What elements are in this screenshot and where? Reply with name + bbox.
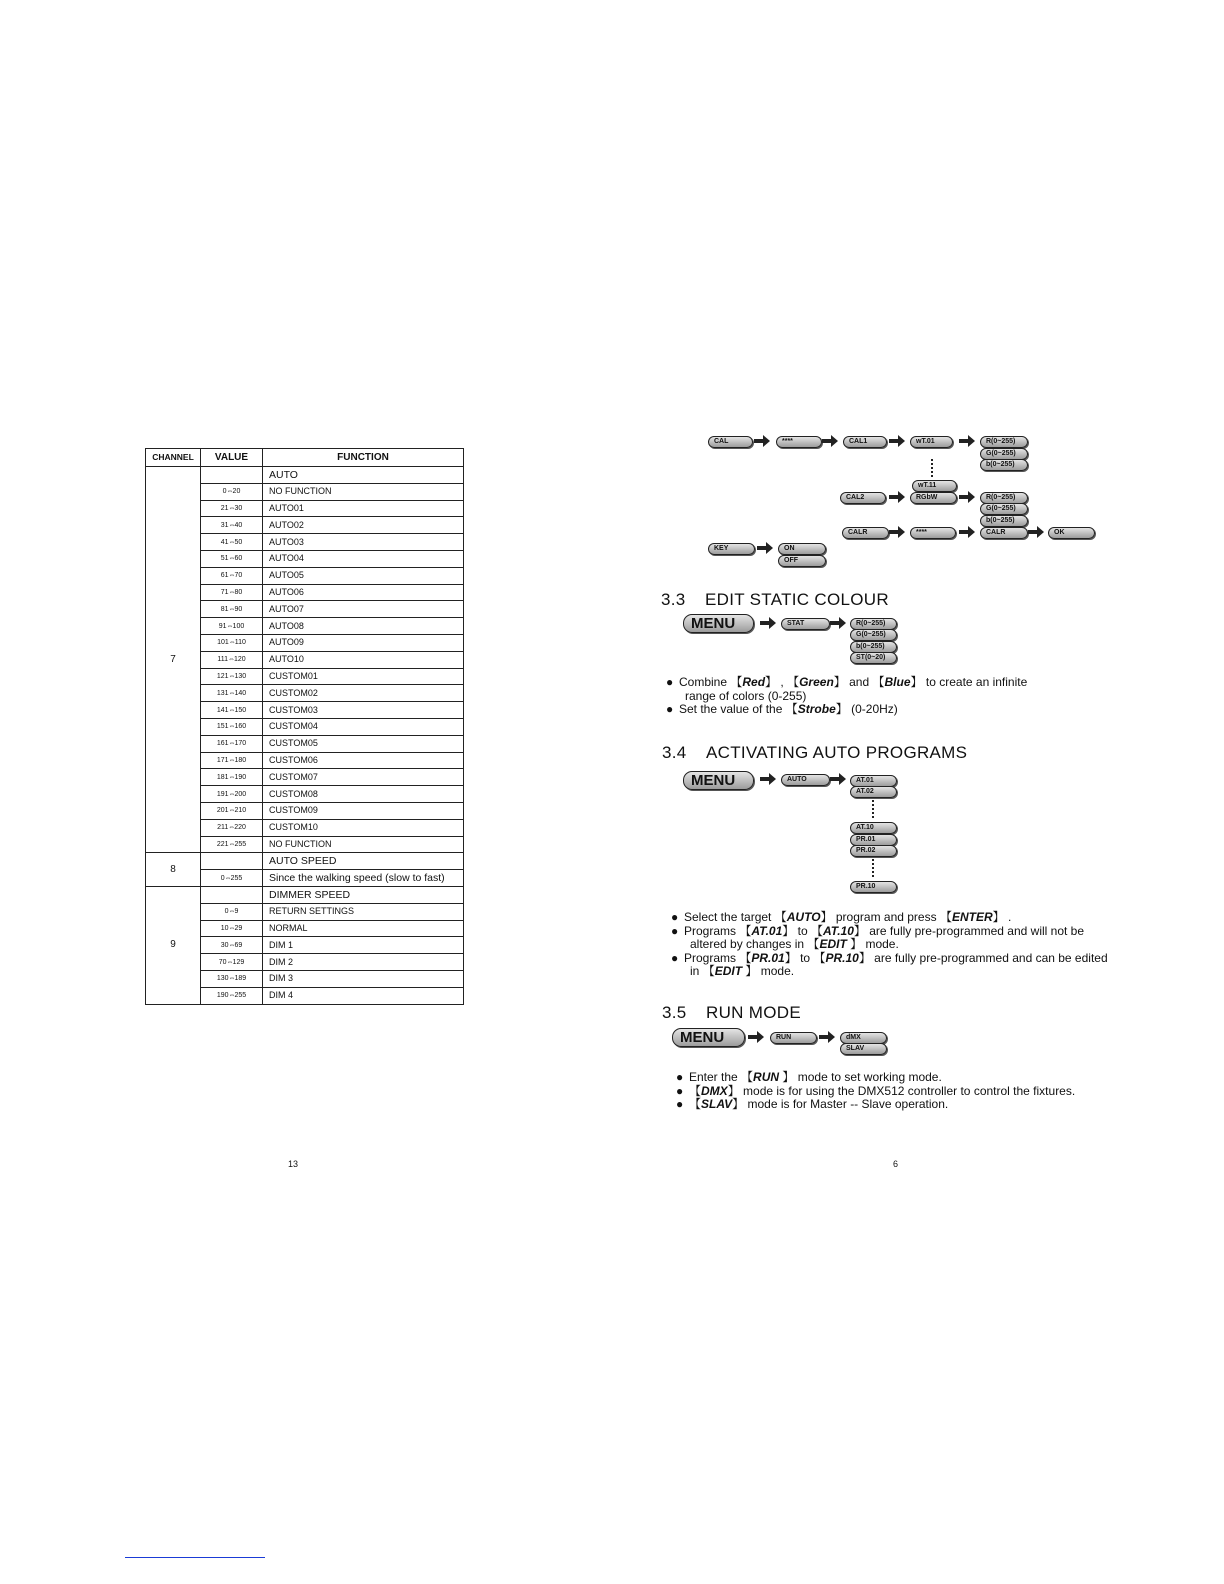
- value-range: 211⇔220: [201, 819, 263, 836]
- arrow-icon: [757, 542, 773, 554]
- function-title: AUTO: [263, 467, 464, 484]
- double-arrow-icon: ⇔: [228, 756, 235, 764]
- function-cell: AUTO06: [263, 584, 464, 601]
- menu-pill: MENU: [683, 614, 754, 633]
- double-arrow-icon: ⇔: [228, 790, 235, 798]
- value-cell: [201, 853, 263, 870]
- cal1-pill: CAL1: [843, 436, 887, 448]
- left-page-number: 13: [288, 1159, 299, 1169]
- slav-pill: SLAV: [840, 1043, 887, 1055]
- stat-g-pill: G(0~255): [850, 629, 897, 641]
- arrow-icon: [822, 435, 838, 447]
- function-cell: CUSTOM10: [263, 819, 464, 836]
- channel-number: 9: [146, 886, 201, 1004]
- function-cell: DIM 2: [263, 954, 464, 971]
- function-cell: NO FUNCTION: [263, 483, 464, 500]
- value-cell: [201, 886, 263, 903]
- auto-pill: AUTO: [781, 774, 830, 786]
- value-range: 151⇔160: [201, 718, 263, 735]
- function-cell: Since the walking speed (slow to fast): [263, 870, 464, 887]
- run-pill: RUN: [770, 1032, 817, 1044]
- section-3-5-heading: 3.5 RUN MODE: [662, 1003, 801, 1022]
- value-range: 181⇔190: [201, 769, 263, 786]
- header-channel: CHANNEL: [146, 449, 201, 467]
- value-range: 0⇔9: [201, 903, 263, 920]
- double-arrow-icon: ⇔: [228, 975, 235, 983]
- stat-st-pill: ST(0~20): [850, 652, 897, 664]
- function-cell: CUSTOM08: [263, 786, 464, 803]
- function-cell: CUSTOM06: [263, 752, 464, 769]
- arrow-icon: [754, 435, 770, 447]
- value-range: 21⇔30: [201, 500, 263, 517]
- value-range: 111⇔120: [201, 651, 263, 668]
- value-range: 171⇔180: [201, 752, 263, 769]
- dotted-connector: [872, 859, 876, 877]
- function-cell: CUSTOM02: [263, 685, 464, 702]
- function-cell: DIM 3: [263, 970, 464, 987]
- arrow-icon: [889, 526, 905, 538]
- function-cell: CUSTOM05: [263, 735, 464, 752]
- wt01-pill: wT.01: [910, 436, 953, 448]
- stat-b-pill: b(0~255): [850, 641, 897, 653]
- menu-pill: MENU: [672, 1028, 745, 1047]
- value-range: 30⇔69: [201, 937, 263, 954]
- key-pill: KEY: [708, 543, 755, 555]
- calr-pill: CALR: [842, 527, 889, 539]
- arrow-icon: [1028, 526, 1044, 538]
- function-cell: RETURN SETTINGS: [263, 903, 464, 920]
- right-page-number: 6: [893, 1159, 899, 1169]
- double-arrow-icon: ⇔: [226, 622, 233, 630]
- wt11-pill: wT.11: [912, 480, 957, 492]
- at01-pill: AT.01: [850, 775, 897, 787]
- pr01-pill: PR.01: [850, 834, 897, 846]
- calr2-pill: CALR: [980, 527, 1028, 539]
- double-arrow-icon: ⇔: [228, 773, 235, 781]
- arrow-icon: [830, 617, 846, 629]
- function-cell: CUSTOM09: [263, 802, 464, 819]
- section-3-3-bullets: ● Combine 【Red】 , 【Green】 and 【Blue】 to create an infinite range of colors (0-255) ● Set the value of the 【Strobe】 (0-20Hz): [666, 675, 1028, 716]
- value-cell: [201, 467, 263, 484]
- double-arrow-icon: ⇔: [228, 689, 235, 697]
- double-arrow-icon: ⇔: [228, 908, 235, 916]
- value-range: 141⇔150: [201, 702, 263, 719]
- arrow-icon: [959, 435, 975, 447]
- double-arrow-icon: ⇔: [228, 672, 235, 680]
- stars-pill: ****: [776, 436, 822, 448]
- dmx-pill: dMX: [840, 1032, 887, 1044]
- function-cell: AUTO10: [263, 651, 464, 668]
- value-range: 91⇔100: [201, 618, 263, 635]
- dmx-channel-table: [145, 448, 464, 1005]
- function-title: DIMMER SPEED: [263, 886, 464, 903]
- arrow-icon: [889, 435, 905, 447]
- function-cell: CUSTOM03: [263, 702, 464, 719]
- g-pill: G(0~255): [980, 448, 1028, 460]
- arrow-icon: [748, 1031, 764, 1043]
- function-cell: AUTO02: [263, 517, 464, 534]
- table-row: [146, 853, 464, 870]
- value-range: 0⇔255: [201, 870, 263, 887]
- double-arrow-icon: ⇔: [228, 605, 235, 613]
- b2-pill: b(0~255): [980, 515, 1028, 527]
- function-cell: CUSTOM07: [263, 769, 464, 786]
- cal-pill: CAL: [708, 436, 753, 448]
- value-range: 101⇔110: [201, 634, 263, 651]
- double-arrow-icon: ⇔: [228, 840, 235, 848]
- double-arrow-icon: ⇔: [226, 488, 233, 496]
- double-arrow-icon: ⇔: [228, 538, 235, 546]
- function-cell: CUSTOM01: [263, 668, 464, 685]
- double-arrow-icon: ⇔: [228, 924, 235, 932]
- stat-pill: STAT: [781, 618, 830, 630]
- section-3-4-bullets: ● Select the target 【AUTO】 program and press 【ENTER】 . ● Programs 【AT.01】 to 【AT.10】 are fully pre-programmed and will not be altered by changes in 【EDIT 】 mode. ● Programs 【PR.01】 to 【PR.10】 are fully pre-programmed and can be edited in 【EDIT 】 mode.: [671, 910, 1108, 978]
- function-cell: AUTO01: [263, 500, 464, 517]
- value-range: 0⇔20: [201, 483, 263, 500]
- value-range: 221⇔255: [201, 836, 263, 853]
- arrow-icon: [959, 491, 975, 503]
- arrow-icon: [760, 773, 776, 785]
- value-range: 70⇔129: [201, 954, 263, 971]
- dotted-connector: [872, 800, 876, 818]
- arrow-icon: [760, 617, 776, 629]
- arrow-icon: [959, 526, 975, 538]
- value-range: 81⇔90: [201, 601, 263, 618]
- at02-pill: AT.02: [850, 786, 897, 798]
- double-arrow-icon: ⇔: [228, 504, 235, 512]
- stars2-pill: ****: [910, 527, 956, 539]
- double-arrow-icon: ⇔: [228, 941, 235, 949]
- value-range: 31⇔40: [201, 517, 263, 534]
- double-arrow-icon: ⇔: [228, 555, 235, 563]
- double-arrow-icon: ⇔: [228, 992, 235, 1000]
- value-range: 51⇔60: [201, 550, 263, 567]
- value-range: 71⇔80: [201, 584, 263, 601]
- pr10-pill: PR.10: [850, 881, 897, 893]
- double-arrow-icon: ⇔: [224, 874, 231, 882]
- double-arrow-icon: ⇔: [228, 723, 235, 731]
- double-arrow-icon: ⇔: [228, 807, 235, 815]
- function-cell: AUTO08: [263, 618, 464, 635]
- value-range: 131⇔140: [201, 685, 263, 702]
- channel-number: 8: [146, 853, 201, 887]
- double-arrow-icon: ⇔: [226, 958, 233, 966]
- double-arrow-icon: ⇔: [228, 706, 235, 714]
- double-arrow-icon: ⇔: [227, 656, 234, 664]
- footer-line: [125, 1557, 265, 1558]
- double-arrow-icon: ⇔: [228, 824, 235, 832]
- double-arrow-icon: ⇔: [228, 521, 235, 529]
- value-range: 190⇔255: [201, 987, 263, 1004]
- function-cell: CUSTOM04: [263, 718, 464, 735]
- function-cell: NO FUNCTION: [263, 836, 464, 853]
- section-3-4-heading: 3.4 ACTIVATING AUTO PROGRAMS: [662, 743, 968, 762]
- channel-number: 7: [146, 467, 201, 853]
- cal2-pill: CAL2: [840, 492, 886, 504]
- function-cell: AUTO05: [263, 567, 464, 584]
- section-3-3-heading: 3.3 EDIT STATIC COLOUR: [661, 590, 889, 609]
- value-range: 10⇔29: [201, 920, 263, 937]
- value-range: 61⇔70: [201, 567, 263, 584]
- b-pill: b(0~255): [980, 459, 1028, 471]
- arrow-icon: [889, 491, 905, 503]
- g2-pill: G(0~255): [980, 503, 1028, 515]
- function-cell: AUTO07: [263, 601, 464, 618]
- dotted-connector: [931, 459, 935, 477]
- ok-pill: OK: [1048, 527, 1095, 539]
- menu-pill: MENU: [683, 771, 754, 790]
- double-arrow-icon: ⇔: [228, 572, 235, 580]
- on-pill: ON: [778, 543, 826, 555]
- function-cell: NORMAL: [263, 920, 464, 937]
- header-value: VALUE: [201, 449, 263, 467]
- value-range: 41⇔50: [201, 534, 263, 551]
- arrow-icon: [830, 773, 846, 785]
- function-cell: AUTO09: [263, 634, 464, 651]
- function-title: AUTO SPEED: [263, 853, 464, 870]
- r2-pill: R(0~255): [980, 492, 1028, 504]
- at10-pill: AT.10: [850, 822, 897, 834]
- double-arrow-icon: ⇔: [228, 639, 235, 647]
- section-3-5-bullets: ● Enter the 【RUN 】 mode to set working mode. ● 【DMX】 mode is for using the DMX512 controller to control the fixtures. ● 【SLAV】 mode is for Master -- Slave operation.: [676, 1070, 1076, 1111]
- r-pill: R(0~255): [980, 436, 1028, 448]
- double-arrow-icon: ⇔: [228, 740, 235, 748]
- function-cell: AUTO03: [263, 534, 464, 551]
- table-header-row: [146, 449, 464, 467]
- function-cell: AUTO04: [263, 550, 464, 567]
- table-row: [146, 467, 464, 484]
- header-function: FUNCTION: [263, 449, 464, 467]
- value-range: 201⇔210: [201, 802, 263, 819]
- pr02-pill: PR.02: [850, 845, 897, 857]
- function-cell: DIM 1: [263, 937, 464, 954]
- value-range: 191⇔200: [201, 786, 263, 803]
- table-row: [146, 886, 464, 903]
- off-pill: OFF: [778, 555, 826, 567]
- function-cell: DIM 4: [263, 987, 464, 1004]
- arrow-icon: [819, 1031, 835, 1043]
- rgbw-pill: RGbW: [910, 492, 957, 504]
- stat-r-pill: R(0~255): [850, 618, 897, 630]
- value-range: 161⇔170: [201, 735, 263, 752]
- value-range: 130⇔189: [201, 970, 263, 987]
- value-range: 121⇔130: [201, 668, 263, 685]
- double-arrow-icon: ⇔: [228, 588, 235, 596]
